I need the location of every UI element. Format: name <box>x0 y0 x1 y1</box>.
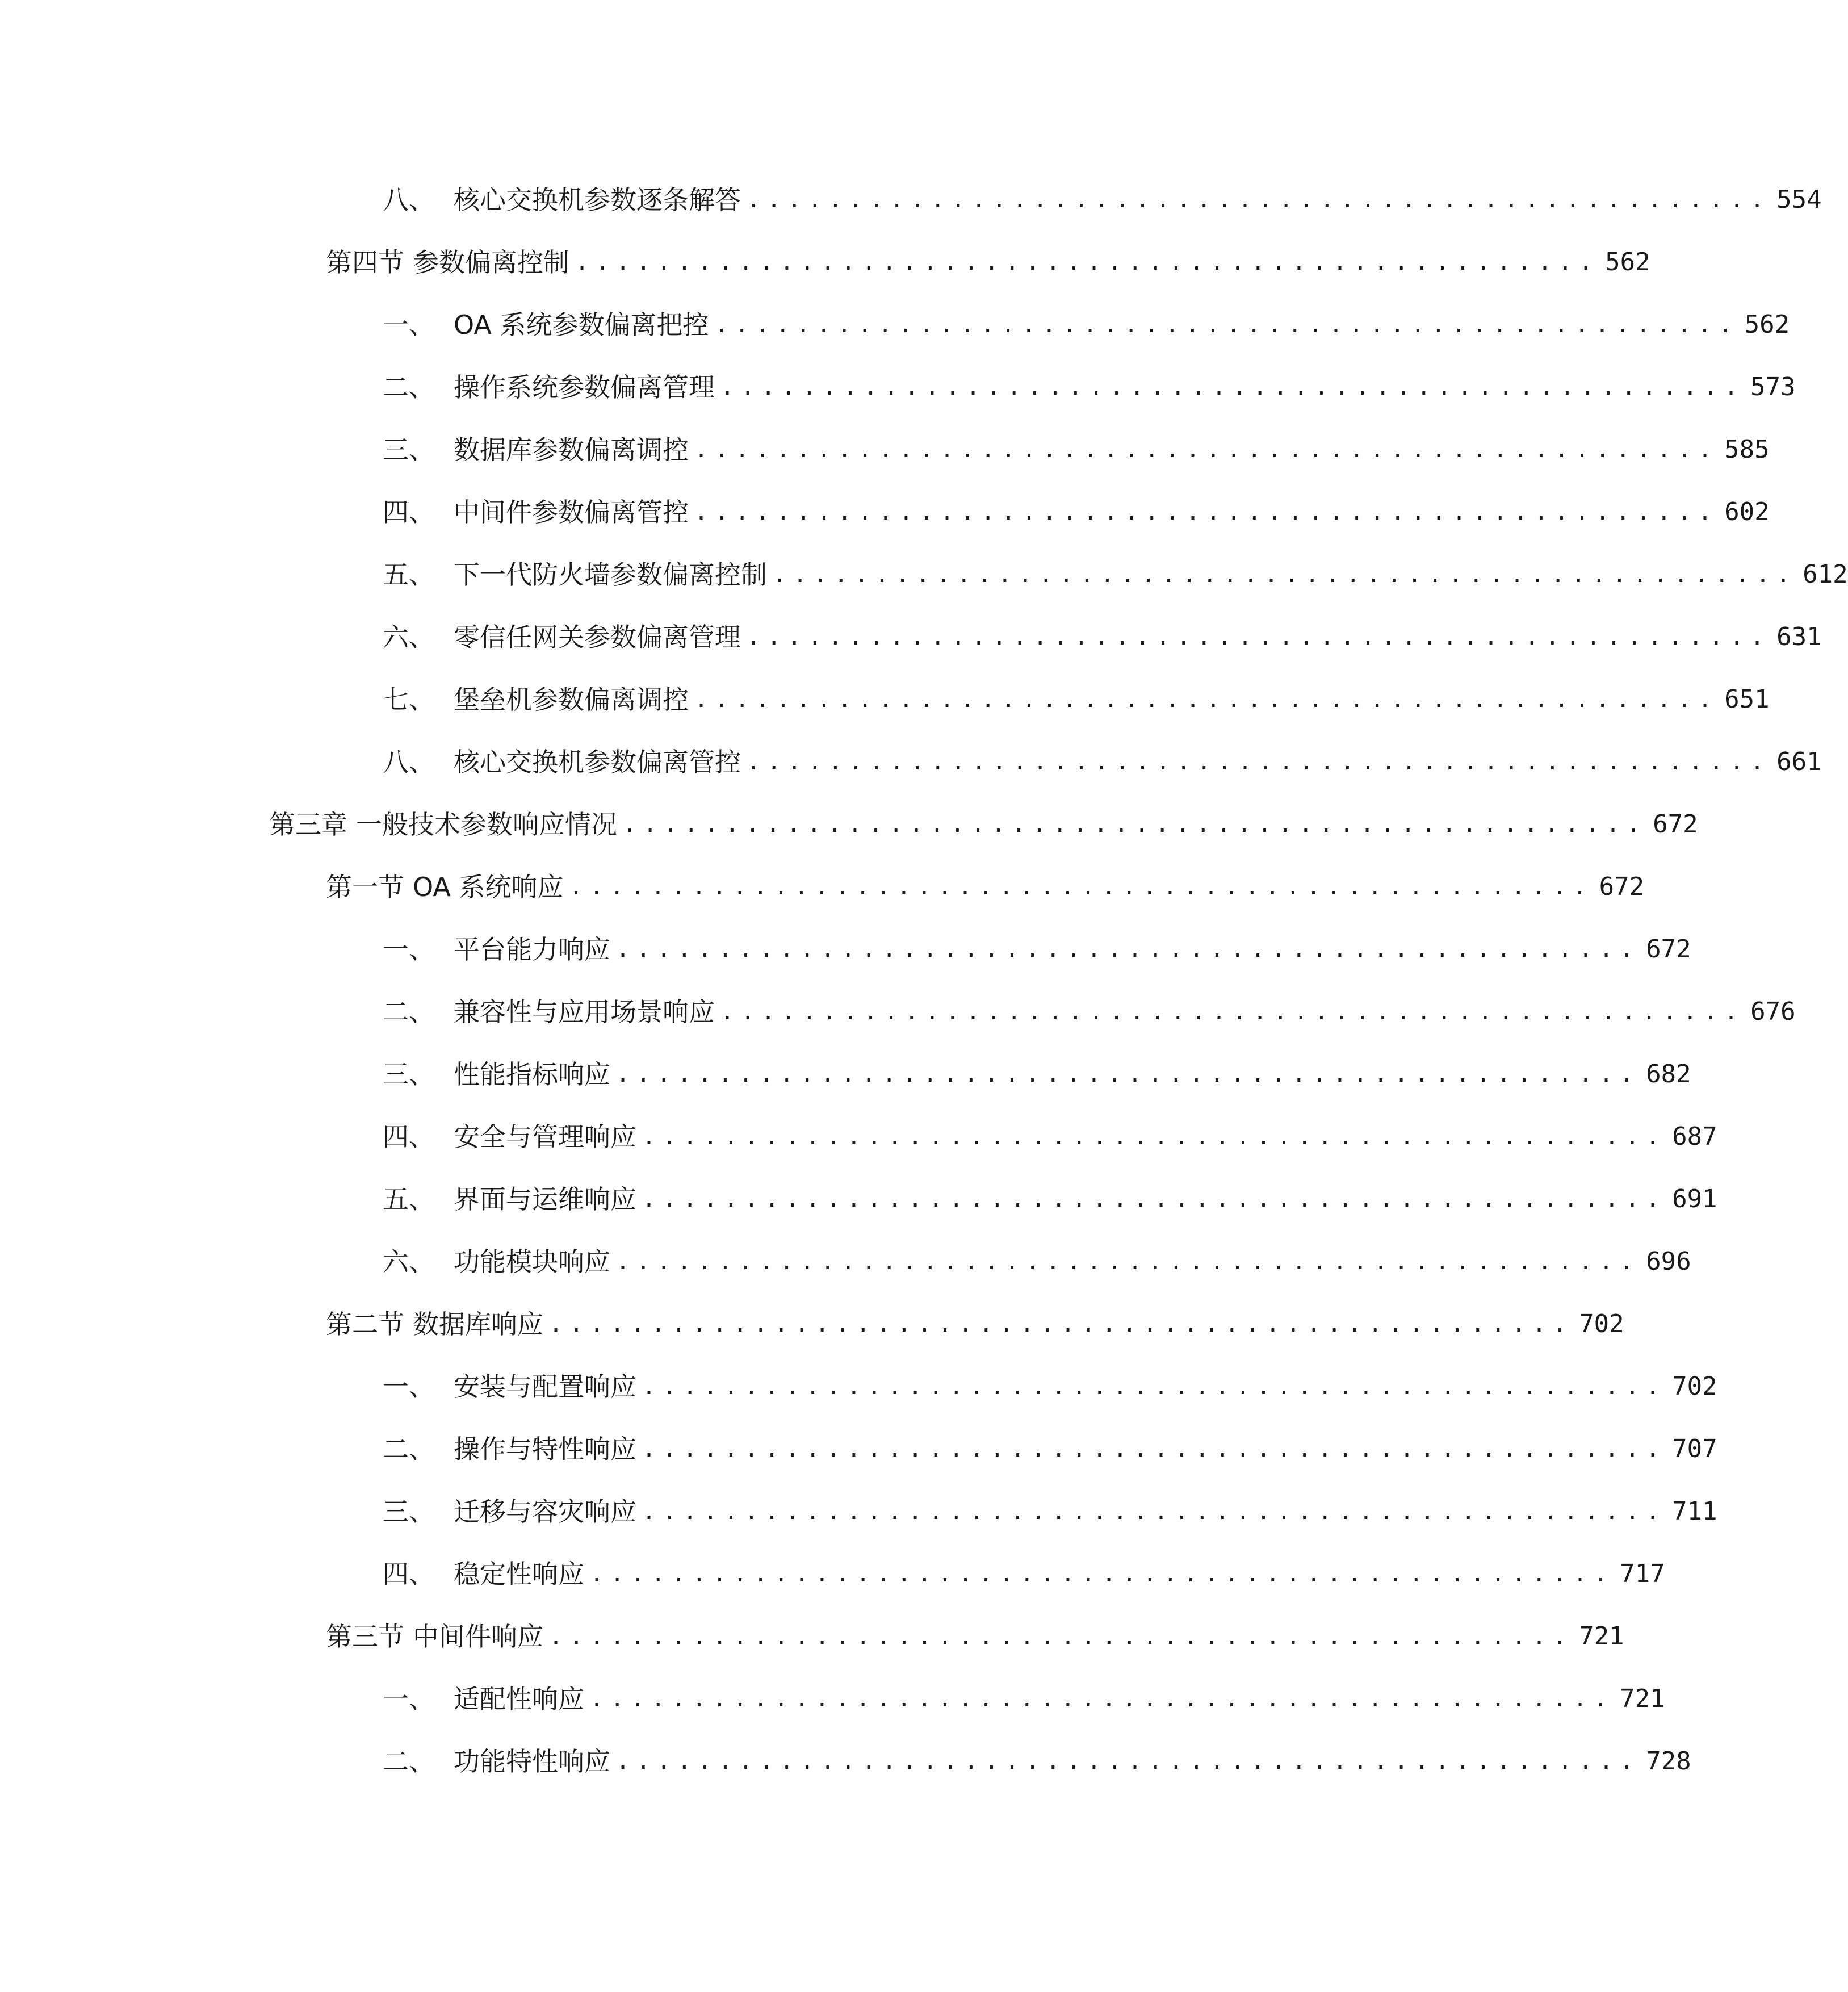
toc-entry-number: 二、 <box>383 1746 435 1777</box>
toc-leader-dots: .................................................. <box>642 1374 1667 1400</box>
toc-entry-number: 七、 <box>383 684 435 715</box>
toc-entry-number: 五、 <box>383 1184 435 1215</box>
toc-entry-title: OA 系统参数偏离把控 <box>454 309 709 340</box>
toc-entry-page: 672 <box>1653 810 1698 839</box>
toc-entry-number: 第三节 <box>326 1621 404 1652</box>
toc-leader-dots: .................................................. <box>549 1623 1574 1650</box>
toc-entry[interactable] <box>383 552 1848 597</box>
toc-leader-dots: .................................................. <box>694 499 1719 525</box>
toc-entry-title: 中间件参数偏离管控 <box>454 497 689 528</box>
toc-entry-page: 651 <box>1724 685 1770 714</box>
toc-entry-page: 702 <box>1672 1372 1717 1401</box>
toc-leader-dots: .................................................. <box>616 1748 1641 1775</box>
toc-leader-dots: .................................................. <box>642 1499 1667 1525</box>
toc-entry[interactable] <box>269 802 1698 847</box>
toc-entry-number: 八、 <box>383 185 435 215</box>
toc-entry-number: 二、 <box>383 372 435 403</box>
toc-leader-dots: .................................................. <box>623 811 1648 838</box>
toc-leader-dots: .................................................. <box>549 1311 1574 1337</box>
toc-leader-dots: .................................................. <box>569 874 1594 900</box>
toc-entry-page: 691 <box>1672 1185 1717 1213</box>
toc-leader-dots: .................................................. <box>747 187 1771 213</box>
toc-entry[interactable] <box>383 1551 1665 1597</box>
toc-entry[interactable] <box>326 1614 1624 1659</box>
toc-entry-page: 721 <box>1579 1622 1624 1651</box>
toc-entry-number: 一、 <box>383 309 435 340</box>
toc-entry-page: 573 <box>1750 373 1796 401</box>
toc-entry[interactable] <box>383 1177 1717 1222</box>
toc-entry-number: 第二节 <box>326 1309 404 1340</box>
toc-entry[interactable] <box>326 240 1650 285</box>
toc-entry-page: 612 <box>1803 560 1848 589</box>
toc-entry-title: OA 系统响应 <box>413 872 564 902</box>
toc-entry-number: 五、 <box>383 559 435 590</box>
toc-entry[interactable] <box>383 489 1770 535</box>
toc-leader-dots: .................................................. <box>747 624 1771 650</box>
toc-entry-page: 707 <box>1672 1434 1717 1463</box>
toc-entry-title: 功能特性响应 <box>454 1746 610 1777</box>
toc-entry-title: 兼容性与应用场景响应 <box>454 997 715 1027</box>
toc-entry-title: 核心交换机参数逐条解答 <box>454 185 741 215</box>
toc-entry[interactable] <box>383 365 1796 410</box>
toc-entry-title: 平台能力响应 <box>454 934 610 965</box>
toc-entry-page: 721 <box>1620 1684 1665 1713</box>
toc-entry-page: 585 <box>1724 435 1770 464</box>
toc-entry-title: 数据库响应 <box>413 1309 543 1340</box>
toc-entry-title: 稳定性响应 <box>454 1559 584 1589</box>
toc-leader-dots: .................................................. <box>642 1436 1667 1462</box>
toc-entry-page: 554 <box>1776 185 1822 214</box>
toc-entry-title: 适配性响应 <box>454 1684 584 1714</box>
toc-entry-page: 631 <box>1776 622 1822 651</box>
toc-entry[interactable] <box>383 614 1822 660</box>
toc-entry[interactable] <box>383 677 1770 722</box>
toc-entry-number: 一、 <box>383 934 435 965</box>
toc-leader-dots: .................................................. <box>714 312 1739 338</box>
toc-entry[interactable] <box>383 1052 1691 1097</box>
toc-entry-page: 728 <box>1646 1747 1691 1776</box>
toc-entry-page: 711 <box>1672 1497 1717 1526</box>
toc-entry-title: 参数偏离控制 <box>413 247 569 278</box>
toc-entry-page: 661 <box>1776 747 1822 776</box>
toc-entry-number: 四、 <box>383 497 435 528</box>
toc-entry-number: 四、 <box>383 1121 435 1152</box>
toc-entry[interactable] <box>383 927 1691 972</box>
toc-entry-title: 性能指标响应 <box>454 1059 610 1090</box>
toc-entry-number: 八、 <box>383 747 435 777</box>
toc-entry-title: 下一代防火墙参数偏离控制 <box>454 559 767 590</box>
toc-entry-page: 696 <box>1646 1247 1691 1276</box>
toc-entry-page: 672 <box>1599 872 1645 901</box>
toc-leader-dots: .................................................. <box>720 999 1745 1025</box>
toc-entry-number: 一、 <box>383 1371 435 1402</box>
toc-entry-number: 六、 <box>383 622 435 652</box>
toc-entry-title: 核心交换机参数偏离管控 <box>454 747 741 777</box>
toc-entry-title: 操作系统参数偏离管理 <box>454 372 715 403</box>
toc-entry[interactable] <box>383 1426 1717 1472</box>
toc-entry-page: 672 <box>1646 935 1691 964</box>
toc-entry[interactable] <box>383 739 1822 785</box>
toc-entry-number: 六、 <box>383 1246 435 1277</box>
toc-leader-dots: .................................................. <box>642 1186 1667 1212</box>
toc-entry[interactable] <box>383 1239 1691 1284</box>
toc-entry-number: 第四节 <box>326 247 404 278</box>
toc-entry-number: 第三章 <box>269 809 347 840</box>
toc-leader-dots: .................................................. <box>747 749 1771 775</box>
toc-entry-title: 安装与配置响应 <box>454 1371 636 1402</box>
toc-entry-page: 702 <box>1579 1309 1624 1338</box>
toc-leader-dots: .................................................. <box>590 1686 1615 1712</box>
toc-entry[interactable] <box>383 177 1822 223</box>
toc-entry[interactable] <box>326 1302 1624 1347</box>
toc-entry-title: 中间件响应 <box>413 1621 543 1652</box>
toc-entry-title: 零信任网关参数偏离管理 <box>454 622 741 652</box>
toc-leader-dots: .................................................. <box>694 437 1719 463</box>
toc-entry-number: 四、 <box>383 1559 435 1589</box>
toc-leader-dots: .................................................. <box>694 687 1719 713</box>
toc-leader-dots: .................................................. <box>616 1249 1641 1275</box>
toc-entry[interactable] <box>383 989 1796 1035</box>
toc-entry-title: 数据库参数偏离调控 <box>454 434 689 465</box>
toc-leader-dots: .................................................. <box>590 1561 1615 1587</box>
toc-entry-number: 三、 <box>383 434 435 465</box>
toc-leader-dots: .................................................. <box>720 374 1745 400</box>
toc-entry[interactable] <box>383 302 1790 348</box>
toc-entry[interactable] <box>383 1364 1717 1409</box>
toc-entry-page: 562 <box>1744 310 1790 339</box>
toc-leader-dots: .................................................. <box>575 249 1600 275</box>
toc-entry-title: 堡垒机参数偏离调控 <box>454 684 689 715</box>
toc-entry-title: 迁移与容灾响应 <box>454 1496 636 1527</box>
toc-entry-number: 三、 <box>383 1059 435 1090</box>
toc-entry-page: 687 <box>1672 1122 1717 1151</box>
toc-entry-page: 562 <box>1605 248 1650 277</box>
toc-leader-dots: .................................................. <box>773 562 1797 588</box>
toc-entry-number: 二、 <box>383 997 435 1027</box>
toc-entry-page: 676 <box>1750 997 1796 1026</box>
toc-entry[interactable] <box>383 1114 1717 1160</box>
toc-entry[interactable] <box>383 1489 1717 1534</box>
toc-entry-number: 二、 <box>383 1434 435 1464</box>
toc-leader-dots: .................................................. <box>616 1061 1641 1087</box>
toc-entry-number: 第一节 <box>326 872 404 902</box>
toc-entry-title: 操作与特性响应 <box>454 1434 636 1464</box>
toc-entry-page: 602 <box>1724 497 1770 526</box>
toc-entry-title: 界面与运维响应 <box>454 1184 636 1215</box>
toc-entry[interactable] <box>383 1676 1665 1722</box>
toc-leader-dots: .................................................. <box>642 1124 1667 1150</box>
toc-entry-title: 功能模块响应 <box>454 1246 610 1277</box>
toc-entry-title: 安全与管理响应 <box>454 1121 636 1152</box>
toc-entry[interactable] <box>326 864 1645 910</box>
toc-entry-page: 682 <box>1646 1060 1691 1089</box>
toc-entry[interactable] <box>383 1739 1691 1784</box>
toc-leader-dots: .................................................. <box>616 936 1641 962</box>
toc-entry-title: 一般技术参数响应情况 <box>356 809 617 840</box>
toc-entry-number: 三、 <box>383 1496 435 1527</box>
toc-entry[interactable] <box>383 427 1770 472</box>
toc-entry-page: 717 <box>1620 1559 1665 1588</box>
toc-entry-number: 一、 <box>383 1684 435 1714</box>
